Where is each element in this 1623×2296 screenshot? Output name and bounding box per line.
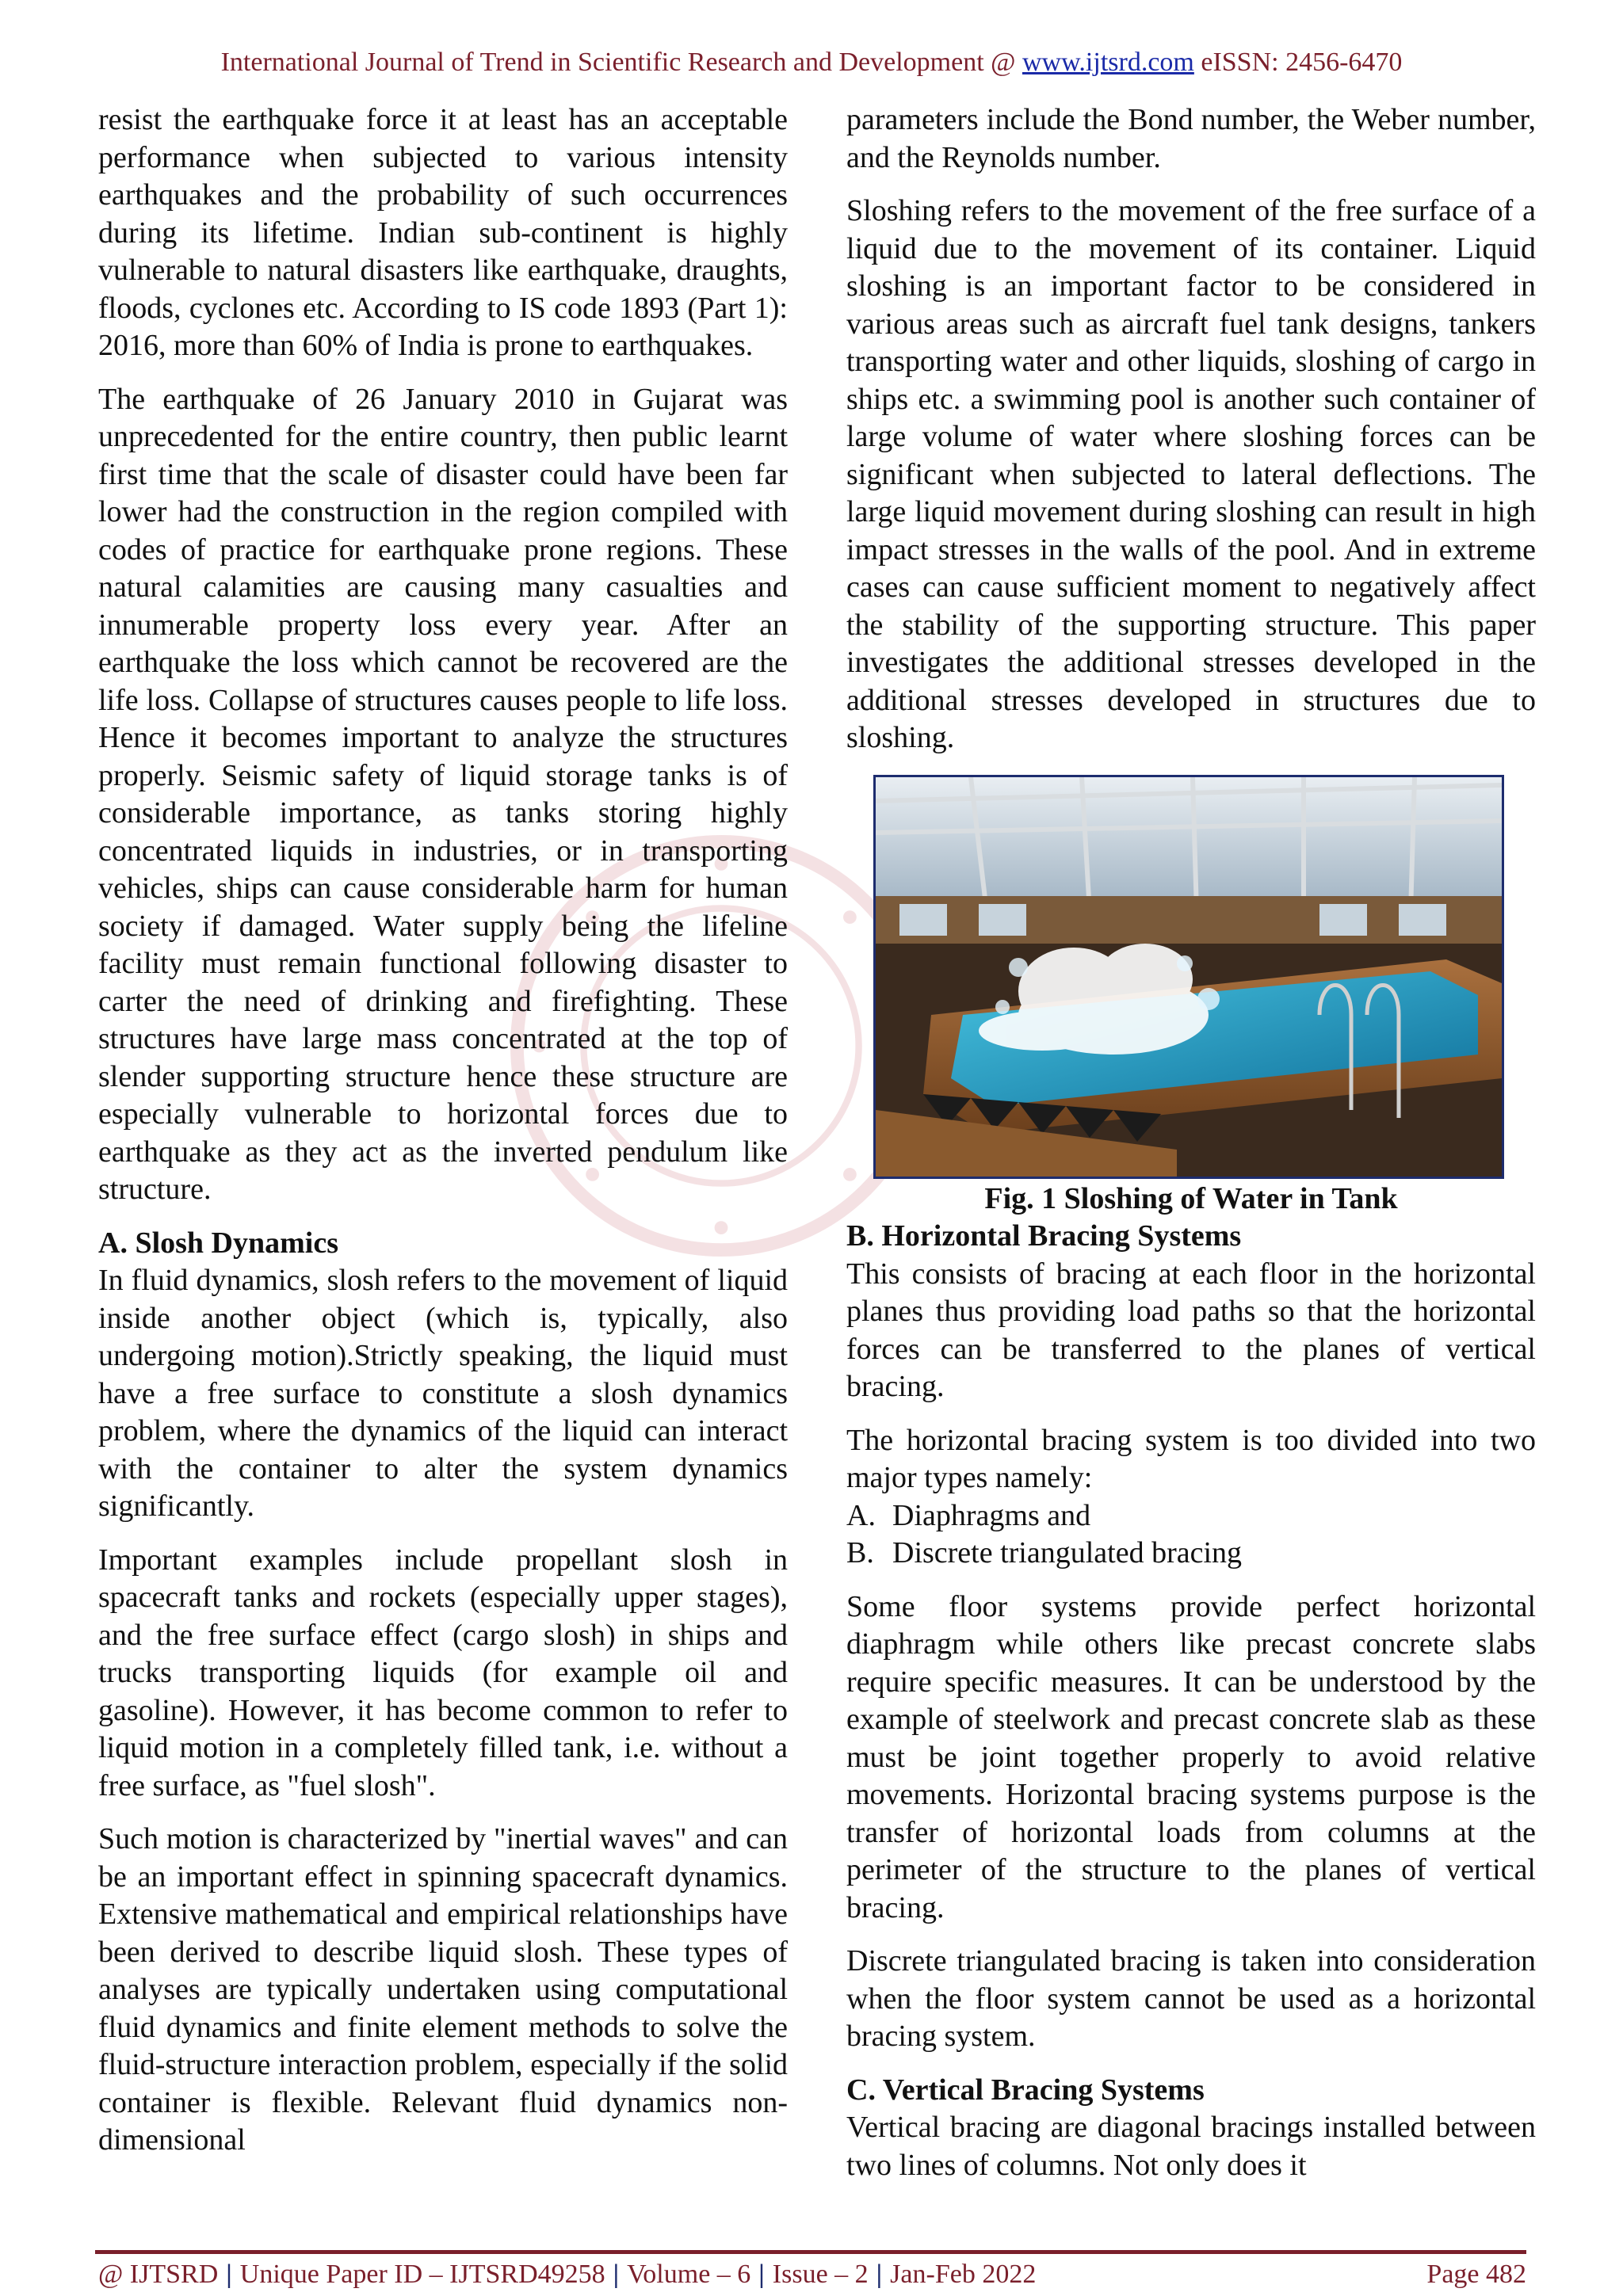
- running-header: [0, 48, 1623, 78]
- section-heading-horizontal-bracing: B. Horizontal Bracing Systems: [846, 1219, 1242, 1253]
- paragraph: Discrete triangulated bracing is taken into consideration when the floor system cannot be used as a horizontal bracing system.: [846, 1944, 1536, 2053]
- paragraph: parameters include the Bond number, the Weber number, and the Reynolds number.: [846, 103, 1536, 174]
- paragraph: Important examples include propellant slosh in spacecraft tanks and rockets (especially upper stages), and the free surface effect (cargo slosh) in ships and trucks transporting liquids (for example oil and gasoline). However, it has become common to refer to liquid motion in a completely filled tank, i.e. without a free surface, as "fuel slosh".: [98, 1543, 788, 1802]
- paragraph: Some floor systems provide perfect horizontal diaphragm while others like precast concrete slabs require specific measures. It can be understood by the example of steelwork and precast concrete slab as these must be joint together properly to avoid relative movements. Horizontal bracing systems purpose is the transfer of horizontal loads from columns at the perimeter of the structure to the planes of vertical bracing.: [846, 1589, 1536, 1924]
- footer-separator: |: [758, 2260, 765, 2289]
- journal-url-link[interactable]: www.ijtsrd.com: [1022, 48, 1194, 77]
- page-number: Page 482: [1426, 2260, 1526, 2289]
- section-heading-vertical-bracing: C. Vertical Bracing Systems: [846, 2073, 1205, 2107]
- figure-1: [873, 775, 1542, 1219]
- footer-separator: |: [876, 2260, 883, 2289]
- paragraph: In fluid dynamics, slosh refers to the movement of liquid inside another object (which is, typically, also undergoing motion).Strictly speaking, the liquid must have a free surface to constitute a slosh dynamics problem, where the dynamics of the liquid can interact with the container to alter the system dynamics significantly.: [98, 1264, 788, 1523]
- section-heading-slosh-dynamics: A. Slosh Dynamics: [98, 1226, 338, 1260]
- paragraph: Vertical bracing are diagonal bracings installed between two lines of columns. Not only does it: [846, 2111, 1536, 2182]
- footer-volume: Volume – 6: [627, 2260, 751, 2289]
- figure-photo-sloshing-pool: [873, 775, 1504, 1179]
- list-item: [846, 1535, 1536, 1573]
- list-item-label: B.: [846, 1536, 874, 1569]
- pool-illustration: [876, 777, 1502, 1177]
- footer-journal: @ IJTSRD: [98, 2260, 219, 2289]
- paragraph: Sloshing refers to the movement of the free surface of a liquid due to the movement of its container. Liquid sloshing is an important factor to be considered in various areas such as aircraft fuel tank designs, tankers transporting water and other liquids, sloshing of cargo in ships etc. a swimming pool is another such container of large volume of water where sloshing forces can be significant when subjected to lateral deflections. The large liquid movement during sloshing can result in high impact stresses in the walls of the pool. And in extreme cases can cause sufficient moment to negatively affect the stability of the supporting structure. This paper investigates the additional stresses developed in the additional stresses developed in structures due to sloshing.: [846, 194, 1536, 754]
- list-item-text: Discrete triangulated bracing: [892, 1536, 1243, 1569]
- footer-issue: Issue – 2: [772, 2260, 869, 2289]
- list-item-text: Diaphragms and: [892, 1498, 1091, 1532]
- footer-date: Jan-Feb 2022: [890, 2260, 1037, 2289]
- list-item-label: A.: [846, 1498, 876, 1532]
- paragraph: The horizontal bracing system is too divided into two major types namely:: [846, 1423, 1536, 1494]
- paragraph: Such motion is characterized by "inertial waves" and can be an important effect in spinning spacecraft dynamics. Extensive mathematical and empirical relationships have been derived to describe liquid slosh. These types of analyses are typically undertaken using computational fluid dynamics and finite element methods to solve the fluid-structure interaction problem, especially if the solid container is flexible. Relevant fluid dynamics non-dimensional: [98, 1822, 788, 2157]
- eissn: eISSN: 2456-6470: [1201, 48, 1403, 77]
- footer-separator: |: [226, 2260, 232, 2289]
- footer-paper-id: Unique Paper ID – IJTSRD49258: [239, 2260, 605, 2289]
- paragraph: resist the earthquake force it at least has an acceptable performance when subjected to various intensity earthquakes and the probability of such occurrences during its lifetime. Indian sub-continent is highly vulnerable to natural disasters like earthquake, draughts, floods, cyclones etc. According to IS code 1893 (Part 1): 2016, more than 60% of India is prone to earthquakes.: [98, 103, 788, 362]
- figure-caption: Fig. 1 Sloshing of Water in Tank: [984, 1181, 1398, 1215]
- list-item: [846, 1497, 1536, 1535]
- footer-info: [98, 2260, 1036, 2290]
- right-column: [846, 101, 1536, 2200]
- paragraph: The earthquake of 26 January 2010 in Gujarat was unprecedented for the entire country, then public learnt first time that the scale of disaster could have been far lower had the construction in the region compiled with codes of practice for earthquake prone regions. These natural calamities are causing many casualties and innumerable property loss every year. After an earthquake the loss which cannot be recovered are the life loss. Collapse of structures causes people to life loss. Hence it becomes important to analyze the structures properly. Seismic safety of liquid storage tanks is of considerable importance, as tanks storing highly concentrated liquids in industries, or in transporting vehicles, ships can cause considerable harm for human society if damaged. Water supply being the lifeline facility must remain functional following disaster to carter the need of drinking and firefighting. These structures have large mass concentrated at the top of slender supporting structure hence these structure are especially vulnerable to horizontal forces due to earthquake as they act as the inverted pendulum like structure.: [98, 382, 788, 1206]
- paragraph: This consists of bracing at each floor in the horizontal planes thus providing load paths so that the horizontal forces can be transferred to the planes of vertical bracing.: [846, 1257, 1536, 1403]
- journal-title: International Journal of Trend in Scientific Research and Development @: [220, 48, 1016, 77]
- footer-rule: [95, 2250, 1526, 2254]
- footer-separator: |: [613, 2260, 620, 2289]
- left-column: [98, 101, 788, 2176]
